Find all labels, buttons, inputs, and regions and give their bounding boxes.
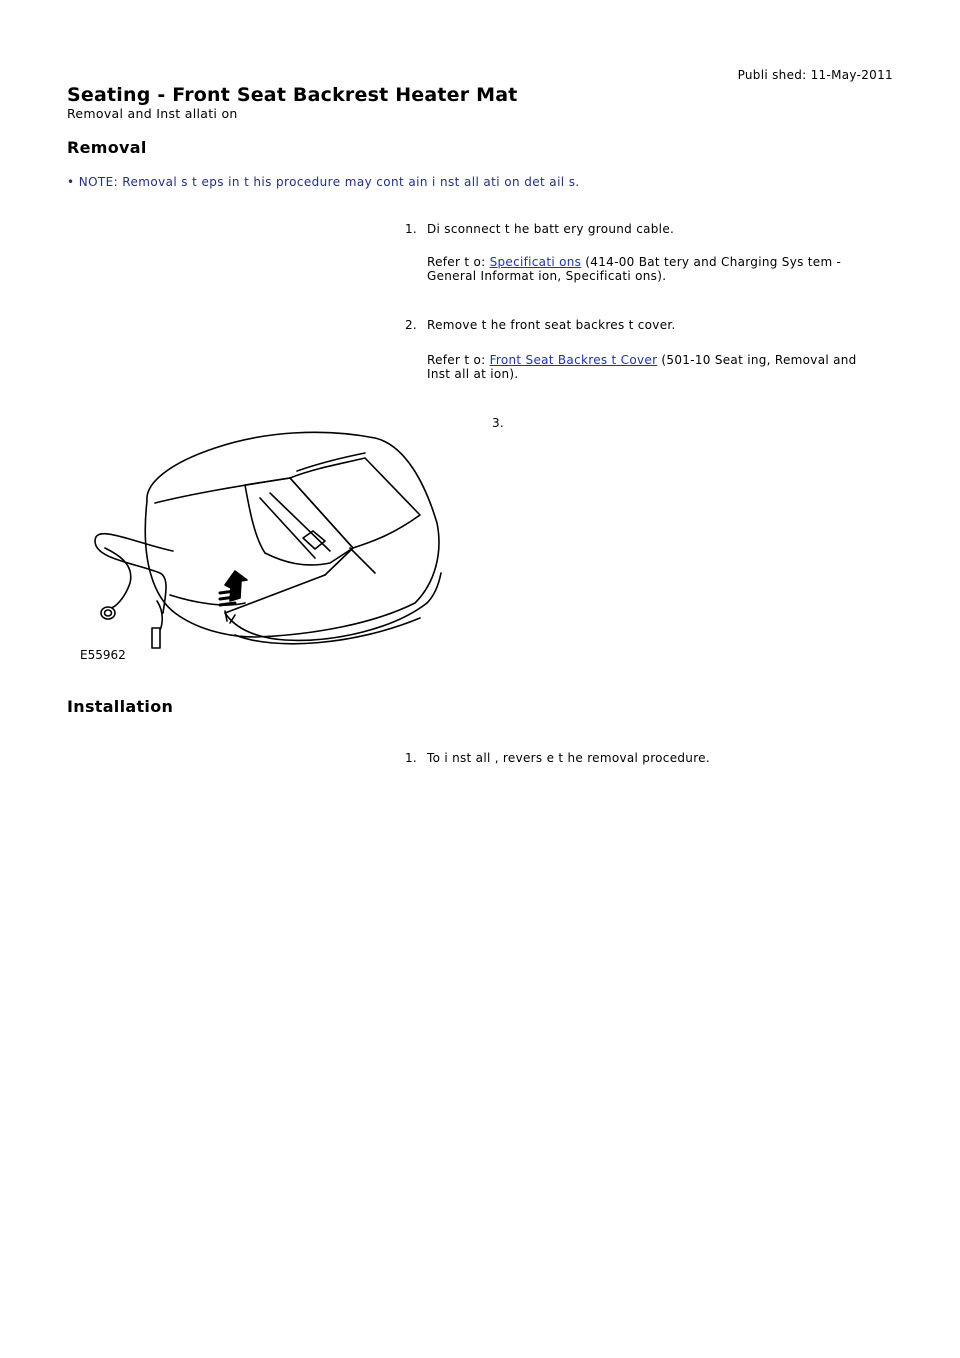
installation-heading: Installation — [67, 697, 174, 716]
specifications-link[interactable]: Specificati ons — [489, 255, 582, 269]
refer-suffix: (501-10 Seat ing, Removal and Inst all at ion). — [427, 353, 857, 381]
front-seat-backrest-cover-link[interactable]: Front Seat Backres t Cover — [489, 353, 658, 367]
step-3-number: 3. — [491, 416, 504, 430]
refer-prefix: Refer t o: — [427, 353, 490, 367]
step-2-reference — [427, 353, 877, 381]
figure-id-label: E55962 — [80, 648, 126, 662]
removal-heading: Removal — [67, 138, 147, 157]
step-2-text: Remove t he front seat backres t cover. — [427, 318, 676, 332]
step-1-number: 1. — [404, 222, 417, 236]
refer-prefix: Refer t o: — [427, 255, 490, 269]
refer-suffix: (414-00 Bat tery and Charging Sys tem - General Informat ion, Specificati ons). — [427, 255, 842, 283]
page-title: Seating - Front Seat Backrest Heater Mat — [67, 84, 518, 106]
published-date: Publi shed: 11-May-2011 — [737, 68, 893, 82]
install-step-1-text: To i nst all , revers e t he removal procedure. — [427, 751, 710, 765]
install-step-1-number: 1. — [404, 751, 417, 765]
page-subtitle: Removal and Inst allati on — [67, 106, 238, 121]
step-2-number: 2. — [404, 318, 417, 332]
step-1-text: Di sconnect t he batt ery ground cable. — [427, 222, 675, 236]
step-1-reference — [427, 255, 877, 283]
seat-backrest-heater-mat-illustration — [75, 423, 445, 663]
note-text: • NOTE: Removal s t eps in t his procedure may cont ain i nst all ati on det ail s. — [67, 175, 580, 189]
